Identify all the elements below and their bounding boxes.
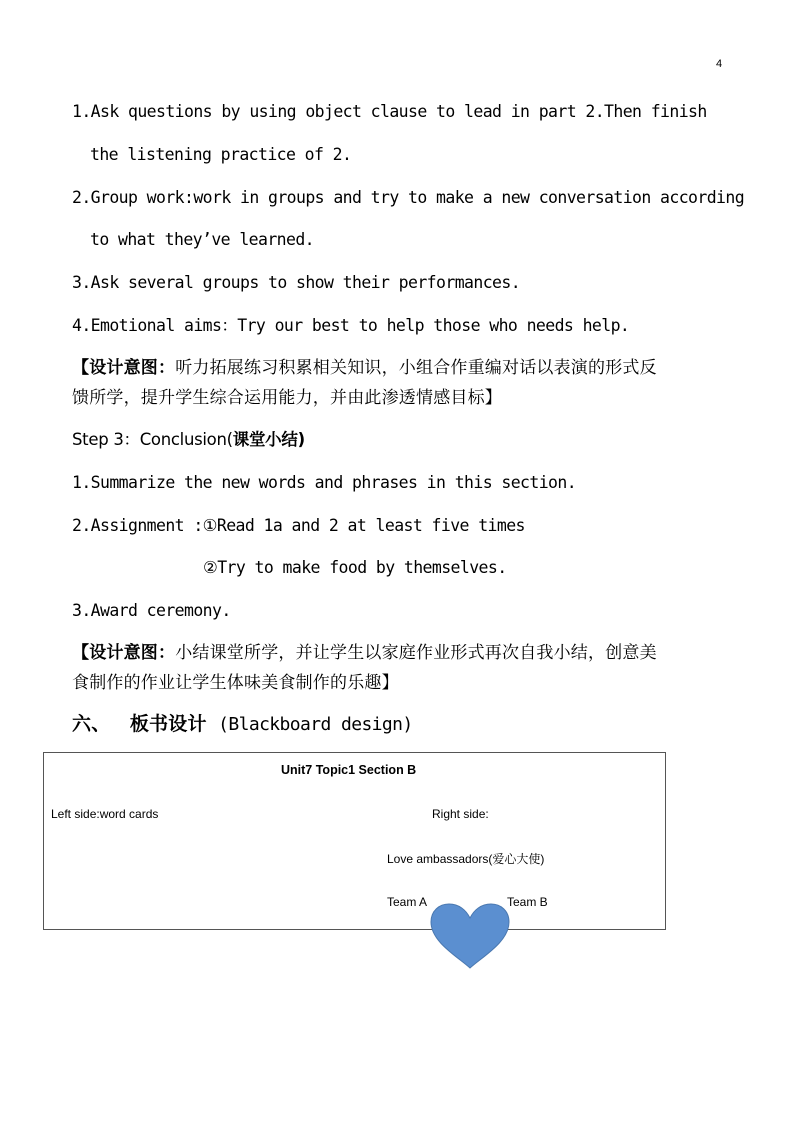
step3-prefix: Step 3：Conclusion( [72, 430, 233, 449]
design-intent-label: 【设计意图： [72, 358, 176, 378]
design-intent-text: 听力拓展练习积累相关知识，小组合作重编对话以表演的形式反 [175, 358, 657, 378]
step-item-3: 3.Ask several groups to show their performances. [72, 273, 521, 292]
conclusion-item-2b: ②Try to make food by themselves. [203, 558, 507, 577]
step-item-4: 4.Emotional aims：Try our best to help those who needs help. [72, 316, 630, 335]
blackboard-love-ambassadors: Love ambassadors(爱心大使) [387, 852, 545, 866]
step-item-2: 2.Group work:work in groups and try to make a new conversation according [72, 188, 745, 207]
step3-suffix: 课堂小结) [232, 430, 305, 449]
design-intent-1-line-2: 馈所学，提升学生综合运用能力，并由此渗透情感目标】 [72, 388, 502, 408]
step-item-1-continued: the listening practice of 2. [90, 145, 352, 164]
conclusion-item-1: 1.Summarize the new words and phrases in this section. [72, 473, 577, 492]
conclusion-item-3: 3.Award ceremony. [72, 601, 231, 620]
blackboard-design-box [43, 752, 666, 930]
blackboard-team-a: Team A [387, 895, 428, 909]
design-intent-1-line-1 [72, 357, 657, 379]
step-item-2-continued: to what they’ve learned. [90, 230, 315, 249]
blackboard-left-side: Left side:word cards [51, 807, 159, 821]
section-6-heading [72, 713, 413, 736]
design-intent-text: 小结课堂所学，并让学生以家庭作业形式再次自我小结，创意美 [175, 643, 657, 663]
blackboard-title: Unit7 Topic1 Section B [281, 763, 417, 777]
page-number: 4 [716, 58, 723, 70]
section-title-cn: 板书设计 [129, 713, 207, 735]
conclusion-item-2: 2.Assignment :①Read 1a and 2 at least five times [72, 516, 525, 535]
blackboard-right-side: Right side: [432, 807, 489, 821]
step3-heading [72, 429, 305, 451]
step-item-1: 1.Ask questions by using object clause to lead in part 2.Then finish [72, 102, 707, 121]
design-intent-2-line-1 [72, 642, 657, 664]
blackboard-team-b: Team B [507, 895, 548, 909]
section-title-en: (Blackboard design) [218, 714, 413, 735]
design-intent-label: 【设计意图： [72, 643, 176, 663]
section-number: 六、 [72, 713, 111, 735]
design-intent-2-line-2: 食制作的作业让学生体味美食制作的乐趣】 [72, 673, 399, 693]
heart-icon [428, 902, 512, 972]
